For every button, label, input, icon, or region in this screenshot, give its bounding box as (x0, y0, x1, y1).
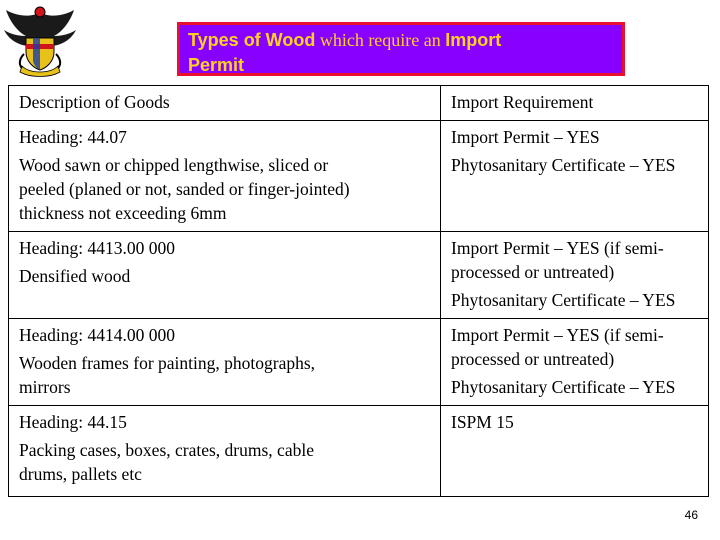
heading-code: Heading: 4413.00 000 (19, 238, 176, 258)
description-line: Wood sawn or chipped lengthwise, sliced or (19, 155, 329, 175)
header-requirement: Import Requirement (441, 86, 709, 121)
requirement-cell (441, 406, 709, 497)
table-row (9, 121, 709, 232)
coat-of-arms-logo (2, 2, 78, 78)
description-line: thickness not exceeding 6mm (19, 203, 227, 223)
description-cell (9, 319, 441, 406)
header-description: Description of Goods (9, 86, 441, 121)
title-part-1: Types of Wood (188, 30, 316, 50)
description-cell (9, 406, 441, 497)
title-part-2: which require an (315, 30, 446, 50)
requirement-line: Phytosanitary Certificate – YES (451, 290, 676, 310)
title-banner (177, 22, 625, 76)
requirement-cell (441, 121, 709, 232)
description-line: drums, pallets etc (19, 464, 142, 484)
description-line: mirrors (19, 377, 71, 397)
requirement-line: ISPM 15 (451, 412, 514, 432)
requirement-cell (441, 232, 709, 319)
title-part-4: Permit (188, 55, 245, 75)
table-header-row (9, 86, 709, 121)
requirement-line: Phytosanitary Certificate – YES (451, 155, 676, 175)
requirement-line: Import Permit – YES (451, 127, 600, 147)
title-part-3: Import (445, 30, 502, 50)
requirement-line: Import Permit – YES (if semi- (451, 238, 664, 258)
description-line: Densified wood (19, 266, 131, 286)
description-cell (9, 232, 441, 319)
requirement-line: processed or untreated) (451, 349, 615, 369)
page-number: 46 (684, 508, 698, 522)
table-row (9, 406, 709, 497)
wood-import-table (8, 85, 709, 497)
heading-code: Heading: 44.15 (19, 412, 127, 432)
description-line: Packing cases, boxes, crates, drums, cable (19, 440, 314, 460)
requirement-line: Phytosanitary Certificate – YES (451, 377, 676, 397)
requirement-line: processed or untreated) (451, 262, 615, 282)
description-line: peeled (planed or not, sanded or finger-jointed) (19, 179, 350, 199)
requirement-line: Import Permit – YES (if semi- (451, 325, 664, 345)
requirement-cell (441, 319, 709, 406)
description-line: Wooden frames for painting, photographs, (19, 353, 316, 373)
table-row (9, 232, 709, 319)
heading-code: Heading: 4414.00 000 (19, 325, 176, 345)
table-row (9, 319, 709, 406)
description-cell (9, 121, 441, 232)
heading-code: Heading: 44.07 (19, 127, 127, 147)
